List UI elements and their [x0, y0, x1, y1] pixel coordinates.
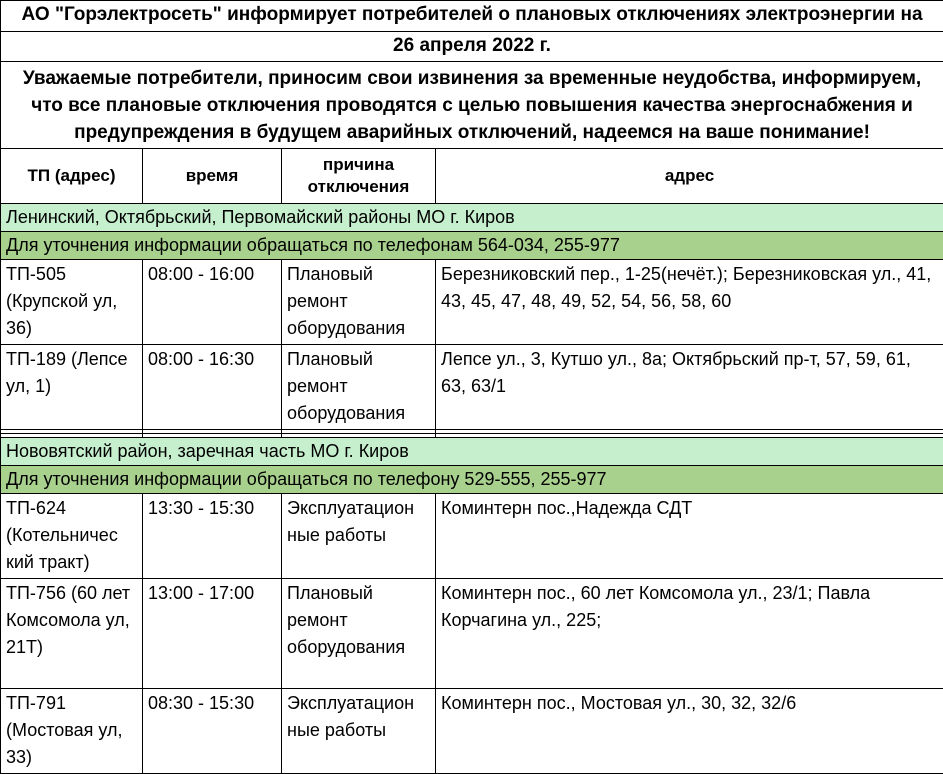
table-row	[1, 345, 943, 430]
address-cell: Лепсе ул., 3, Кутшо ул., 8а; Октябрьский пр-т, 57, 59, 61, 63, 63/1	[436, 345, 943, 430]
tp-cell: ТП-791 (Мостовая ул, 33)	[1, 689, 143, 774]
reason-cell: Эксплуатацион ные работы	[282, 494, 436, 579]
table-row	[1, 494, 943, 579]
tp-cell: ТП-756 (60 лет Комсомола ул, 21Т)	[1, 579, 143, 689]
column-header-time: время	[143, 149, 282, 204]
header-line-1: АО "Горэлектросеть" информирует потребителей о плановых отключениях электроэнергии на	[1, 1, 943, 32]
reason-cell: Плановый ремонт оборудования	[282, 260, 436, 345]
time-cell: 08:00 - 16:30	[143, 345, 282, 430]
time-cell: 08:00 - 16:00	[143, 260, 282, 345]
table-row	[1, 260, 943, 345]
table-row	[1, 579, 943, 689]
address-cell: Березниковский пер., 1-25(нечёт.); Березниковская ул., 41, 43, 45, 47, 48, 49, 52, 54, 56, 58, 60	[436, 260, 943, 345]
tp-cell: ТП-624 (Котельничес кий тракт)	[1, 494, 143, 579]
reason-cell: Плановый ремонт оборудования	[282, 345, 436, 430]
column-header-address: адрес	[436, 149, 943, 204]
time-cell: 13:00 - 17:00	[143, 579, 282, 689]
tp-cell: ТП-505 (Крупской ул, 36)	[1, 260, 143, 345]
district-row: Нововятский район, заречная часть МО г. Киров	[1, 438, 943, 466]
address-cell: Коминтерн пос., Мостовая ул., 30, 32, 32/6	[436, 689, 943, 774]
tp-cell: ТП-189 (Лепсе ул, 1)	[1, 345, 143, 430]
time-cell: 08:30 - 15:30	[143, 689, 282, 774]
address-cell: Коминтерн пос.,Надежда СДТ	[436, 494, 943, 579]
column-header-tp: ТП (адрес)	[1, 149, 143, 204]
address-cell: Коминтерн пос., 60 лет Комсомола ул., 23/1; Павла Корчагина ул., 225;	[436, 579, 943, 689]
phone-info-row: Для уточнения информации обращаться по телефонам 564-034, 255-977	[1, 232, 943, 260]
header-date: 26 апреля 2022 г.	[1, 32, 943, 62]
district-row: Ленинский, Октябрьский, Первомайский районы МО г. Киров	[1, 204, 943, 232]
reason-cell: Эксплуатацион ные работы	[282, 689, 436, 774]
time-cell: 13:30 - 15:30	[143, 494, 282, 579]
phone-info-row: Для уточнения информации обращаться по телефону 529-555, 255-977	[1, 466, 943, 494]
column-header-reason: причина отключения	[282, 149, 436, 204]
apology-notice: Уважаемые потребители, приносим свои извинения за временные неудобства, информируем, что все плановые отключения проводятся с целью повышения качества энергоснабжения и предупреждения в будущем аварийных отключений, надеемся на ваше понимание!	[1, 62, 943, 149]
reason-cell: Плановый ремонт оборудования	[282, 579, 436, 689]
table-row	[1, 689, 943, 774]
